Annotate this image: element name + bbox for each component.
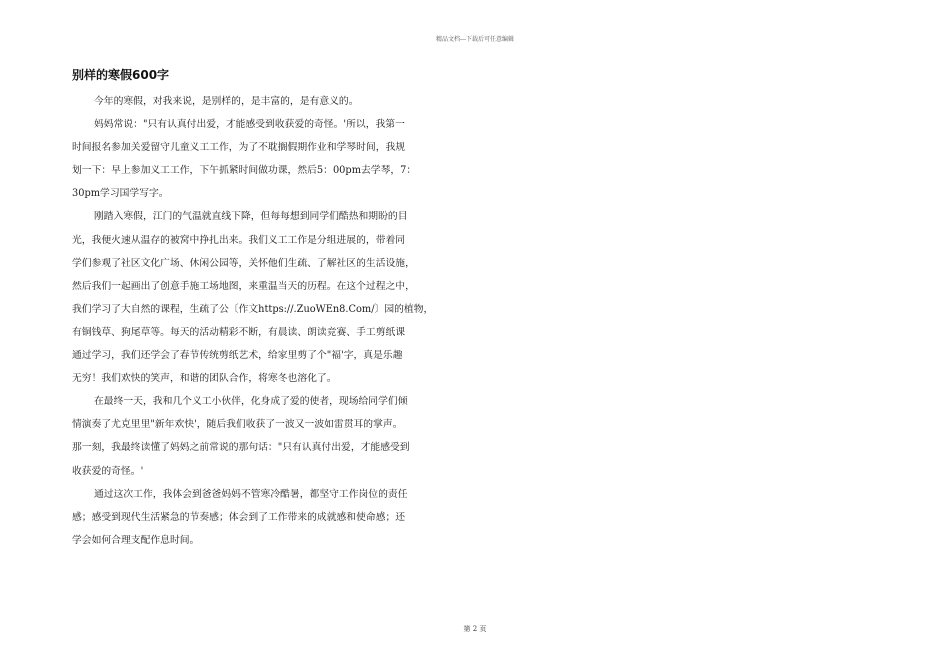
paragraph-line: 有铜钱草、狗尾草等。每天的活动精彩不断，有晨读、朗读竞赛、手工剪纸课	[72, 326, 406, 338]
paragraph-line: 妈妈常说："只有认真付出爱，才能感受到收获爱的奇怪。'所以，我第一	[94, 119, 405, 131]
paragraph-line: 感；感受到现代生活紧急的节奏感；体会到了工作带来的成就感和使命感；还	[72, 511, 406, 523]
paragraph-line: 光，我便火速从温存的被窝中挣扎出来。我们义工工作是分组进展的，带着同	[72, 234, 406, 246]
paragraph-line: 我们学习了大自然的课程，生疏了公〔作文https://.ZuoWEn8.Com/〕园的植物，	[72, 303, 434, 315]
paragraph-line: 时间报名参加关爱留守儿童义工工作，为了不耽搁假期作业和学琴时间，我规	[72, 142, 406, 154]
paragraph-line: 今年的寒假，对我来说，是别样的，是丰富的，是有意义的。	[94, 96, 359, 107]
page-header: 精品文档---下载后可任意编辑	[435, 36, 515, 43]
paragraph-line: 收获爱的奇怪。'	[72, 465, 144, 477]
paragraph-line: 学会如何合理支配作息时间。	[72, 534, 200, 546]
paragraph-line: 学们参观了社区文化广场、休闲公园等，关怀他们生疏、了解社区的生活设施，	[72, 257, 415, 269]
paragraph-line: 刚踏入寒假，江门的气温就直线下降，但每每想到同学们酷热和期盼的目	[94, 211, 408, 223]
document-title: 别样的寒假600字	[72, 68, 170, 82]
paragraph-line: 通过这次工作，我体会到爸爸妈妈不管寒冷酷暑，都坚守工作岗位的责任	[94, 488, 408, 500]
paragraph-line: 情演奏了尤克里里"新年欢快'，随后我们收获了一波又一波如雷贯耳的掌声。	[72, 419, 403, 431]
paragraph-line: 那一刻，我最终读懂了妈妈之前常说的那句话："只有认真付出爱，才能感受到	[72, 442, 410, 454]
paragraph-line: 然后我们一起画出了创意手施工场地图，来重温当天的历程。在这个过程之中，	[72, 280, 415, 292]
paragraph-line: 通过学习，我们还学会了春节传统剪纸艺术，给家里剪了个"福'字，真是乐趣	[72, 350, 403, 362]
page-number: 第 2 页	[463, 625, 487, 633]
paragraph-line: 在最终一天，我和几个义工小伙伴，化身成了爱的使者，现场给同学们倾	[94, 396, 408, 408]
paragraph-line: 无穷！我们欢快的笑声，和谐的团队合作，将寒冬也溶化了。	[72, 373, 337, 385]
document-body	[72, 90, 472, 552]
paragraph-line: 划一下：早上参加义工工作，下午抓紧时间做功课，然后5：00pm去学琴，7：	[72, 165, 417, 177]
paragraph-line: 30pm学习国学写字。	[72, 188, 169, 200]
